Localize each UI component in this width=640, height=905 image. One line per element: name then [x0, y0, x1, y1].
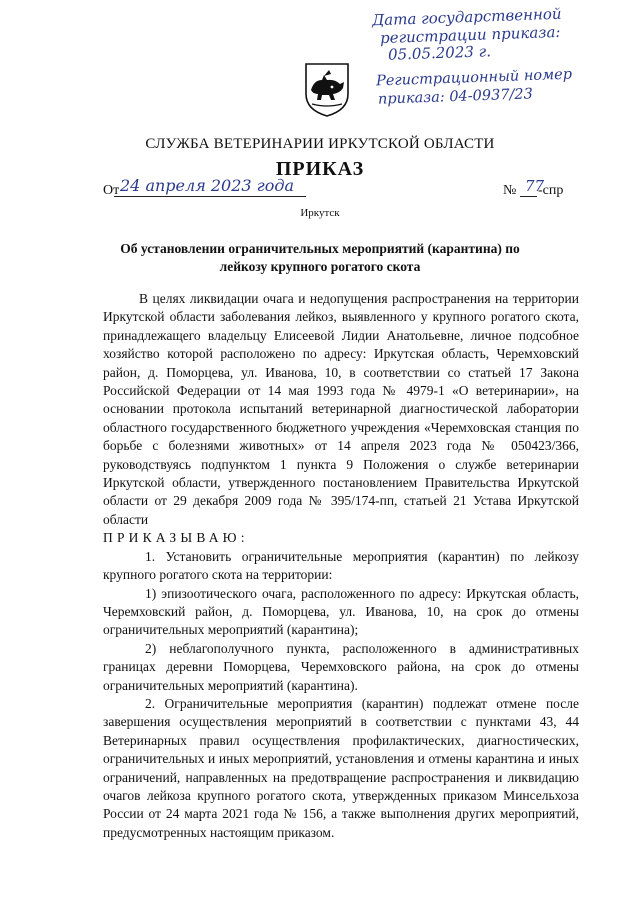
date-prefix: От [103, 183, 120, 198]
order-body [103, 290, 579, 842]
city-name: Иркутск [300, 207, 340, 219]
coat-of-arms-emblem [302, 60, 352, 118]
item-1-subitem-1: 1) эпизоотического очага, расположенного по адресу: Иркутская область, Черемховский район, д. Поморцева, ул. Иванова, 10, на срок до отмены ограничительных мероприятий (карантина); [103, 585, 579, 638]
item-1-subitem-2: 2) неблагополучного пункта, расположенного в административных границах деревни Поморцева, Черемховского района, на срок до отмены ограничительных мероприятий (карантина). [103, 640, 579, 693]
registration-number-note-line1: Регистрационный номер [375, 66, 573, 90]
registration-date-note-line2: регистрации приказа: [379, 22, 561, 48]
number-suffix: -спр [538, 183, 564, 198]
item-2: 2. Ограничительные мероприятия (карантин) подлежат отмене после завершения осуществления мероприятий в соответствии с пунктами 43, 44 Ветеринарных правил осуществления профилактических, диагностических, ограничительных и иных мероприятий, установления и отмены карантина и иных ограничений, направленных на предотвращение распространения и ликвидацию очагов лейкоза крупного рогатого скота, утвержденных приказом Минсельхоза России от 24 марта 2021 года № 156, а также выполнения других мероприятий, предусмотренных настоящим приказом. [103, 695, 579, 840]
registration-date-note-line3: 05.05.2023 г. [387, 42, 492, 64]
handwritten-number: 77 [525, 177, 545, 195]
registration-number-note-line2: приказа: 04-0937/23 [377, 86, 534, 108]
order-directive: ПРИКАЗЫВАЮ: [103, 530, 249, 546]
date-underline [114, 196, 306, 197]
registration-date-note-line1: Дата государственной [371, 4, 562, 30]
item-1: 1. Установить ограничительные мероприятия (карантин) по лейкозу крупного рогатого скота на территории: [103, 548, 579, 583]
handwritten-date: 24 апреля 2023 года [120, 176, 295, 195]
number-prefix: № [503, 183, 517, 198]
document-type: ПРИКАЗ [275, 158, 365, 180]
order-title: Об установлении ограничительных мероприятий (карантина) по лейкозу крупного рогатого скота [120, 241, 520, 274]
preamble-paragraph: В целях ликвидации очага и недопущения распространения на территории Иркутской области заболевания лейкоз, выявленного у крупного рогатого скота, принадлежащего владельцу Елисеевой Лидии Анатольевне, личное подсобное хозяйство которой расположено по адресу: Иркутская область, Черемховский район, д. Поморцева, ул. Иванова, 10, в соответствии со статьей 17 Закона Российской Федерации от 14 мая 1993 года № 4979-1 «О ветеринарии», на основании протокола испытаний ветеринарной диагностической лаборатории областного государственного бюджетного учреждения «Черемховская станция по борьбе с болезнями животных» от 14 апреля 2023 года № 050423/366, руководствуясь подпунктом 1 пункта 9 Положения о службе ветеринарии Иркутской области, утвержденного постановлением Правительства Иркутской области от 29 декабря 2009 года № 395/174-пп, статьей 21 Устава Иркутской области [103, 291, 579, 527]
agency-name: СЛУЖБА ВЕТЕРИНАРИИ ИРКУТСКОЙ ОБЛАСТИ [145, 136, 495, 152]
number-underline [520, 196, 537, 197]
